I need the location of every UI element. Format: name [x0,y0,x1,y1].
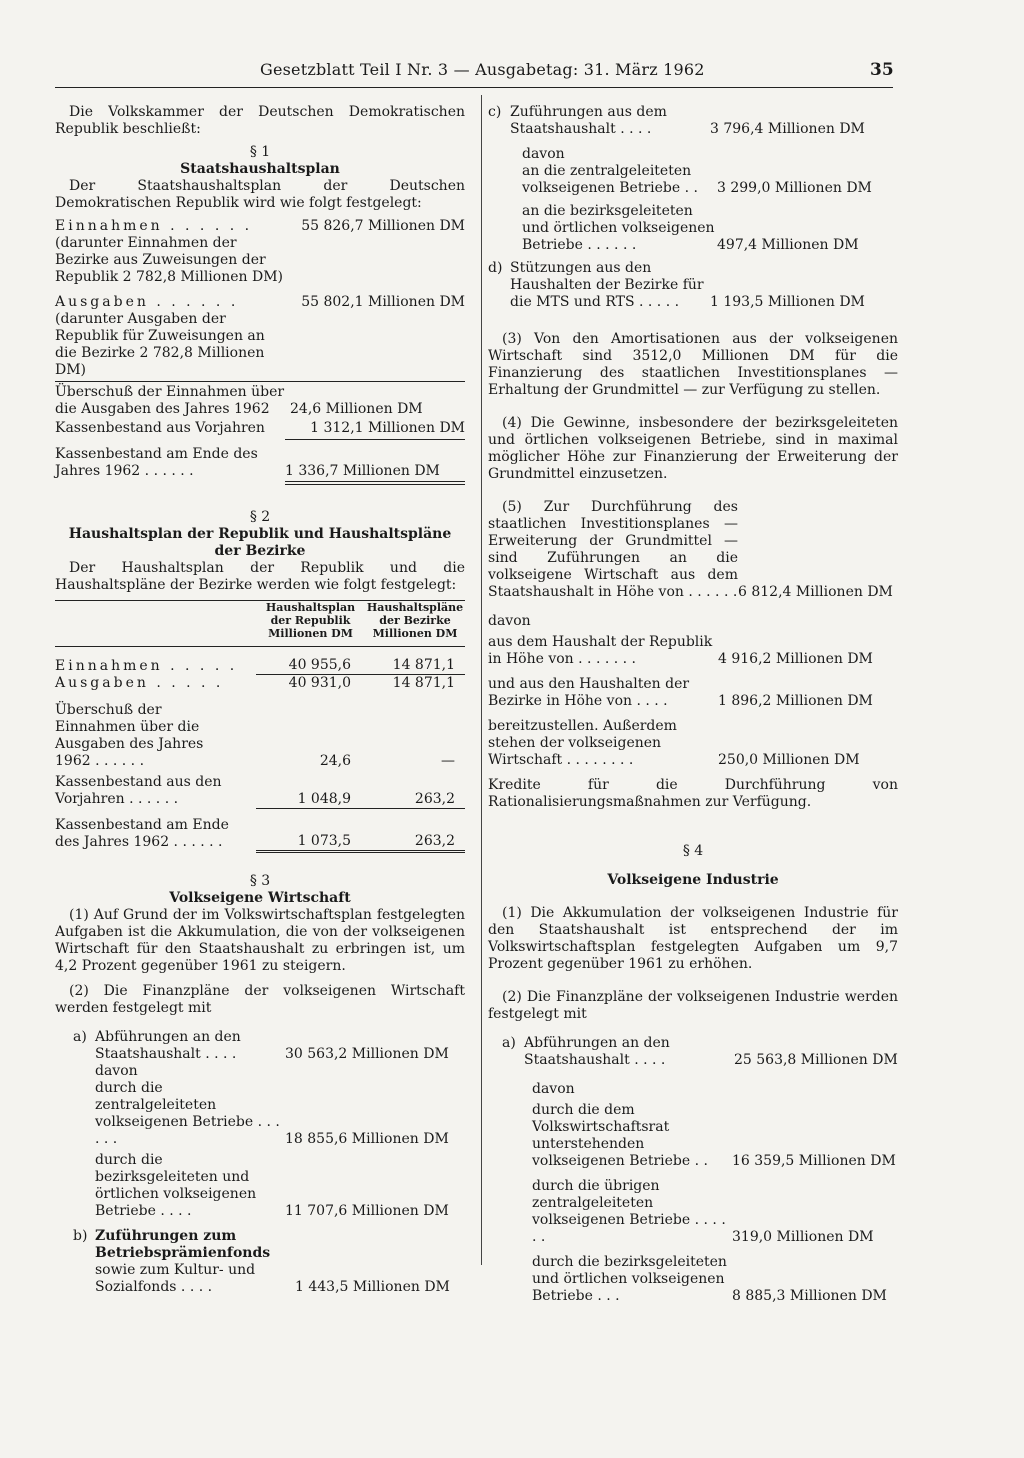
s4-item-a3 [488,1254,898,1305]
s3-item-a-marker: a) [73,1029,87,1045]
s4-item-a3-value: 8 885,3 Millionen DM [732,1288,887,1304]
s4-item-a-value: 25 563,8 Millionen DM [734,1052,898,1068]
s3-item-c1-value: 3 299,0 Millionen DM [717,180,872,196]
s2-row-value-bezirke: 263,2 [414,790,455,807]
s3-item-a [55,1029,465,1063]
s3-p5-end: Kredite für die Durchführung von Rationalisierungsmaßnahmen zur Verfügung. [488,777,898,810]
s1-ausgaben-label: Ausgaben . . . . . . [55,294,239,310]
section-1-title: Staatshaushaltsplan [180,161,340,177]
section-4-title: Volkseigene Industrie [607,872,779,888]
column-divider [481,95,482,1265]
right-column [488,104,898,1305]
s3-paragraph-5-value: 6 812,4 Millionen DM [738,584,893,600]
s2-row-label: Kassenbestand aus den Vorjahren . . . . . . [55,774,222,807]
s1-ausgaben-note: (darunter Ausgaben der Republik für Zuweisungen an die Bezirke 2 782,8 Millionen DM) [55,311,265,378]
s3-p5-republik-label: aus dem Haushalt der Republik in Höhe von . . . . . . . [488,634,713,667]
s3-item-a1-label: durch die zentralgeleiteten volkseigenen Betriebe . . . . . . [95,1080,280,1147]
s2-col-republik-header: Haushaltsplan der Republik Millionen DM [265,601,356,640]
s3-item-a2-value: 11 707,6 Millionen DM [285,1203,449,1219]
s4-item-a2 [488,1178,898,1246]
s3-item-b [55,1228,465,1296]
s3-item-d-value: 1 193,5 Millionen DM [710,294,865,310]
s1-ende-row [55,446,465,480]
s1-vorjahr-row [55,420,465,437]
s3-p5-republik [488,634,898,668]
s1-vorjahr-label: Kassenbestand aus Vorjahren [55,420,265,436]
s3-item-d [488,260,898,311]
s3-paragraph-5 [488,499,898,601]
s3-item-c-label: Zuführungen aus dem Staatshaushalt . . . . [510,104,667,137]
section-3-title: Volkseigene Wirtschaft [169,890,351,906]
s1-ende-value: 1 336,7 Millionen DM [285,463,440,479]
table-row [55,657,465,675]
s4-item-a [488,1035,898,1069]
s4-item-a3-label: durch die bezirksgeleiteten und örtlichen volkseigenen Betriebe . . . [532,1254,727,1304]
s2-row-label: Kassenbestand am Ende des Jahres 1962 . . . . . . [55,816,229,850]
s3-p5-bezirke-value: 1 896,2 Millionen DM [718,693,873,709]
section-3-paragraph-2: (2) Die Finanzpläne der volkseigenen Wirtschaft werden festgelegt mit [55,983,465,1016]
s1-ueberschuss-value: 24,6 Millionen DM [290,401,423,417]
table-row [55,675,465,693]
s4-davon: davon [532,1081,575,1097]
s2-row-value-bezirke: 14 871,1 [392,657,455,673]
s3-item-a2-label: durch die bezirksgeleiteten und örtlichen volkseigenen Betriebe . . . . [95,1152,257,1219]
s1-einnahmen-label: Einnahmen . . . . . . [55,218,253,234]
s2-row-value-bezirke: — [441,753,455,769]
section-3-number: § 3 [249,873,271,889]
left-column [55,104,465,1296]
s3-p5-bezirke-label: und aus den Haushalten der Bezirke in Höhe von . . . . [488,676,690,709]
s3-p5-wirtschaft-value: 250,0 Millionen DM [718,752,860,768]
s3-p5-republik-value: 4 916,2 Millionen DM [718,651,873,667]
s4-item-a1 [488,1102,898,1170]
s1-ueberschuss-label: Überschuß der Einnahmen über die Ausgaben des Jahres 1962 [55,384,285,417]
s3-item-d-marker: d) [488,260,503,276]
s1-ueberschuss-row [55,384,465,418]
section-2-text: Der Haushaltsplan der Republik und die Haushaltspläne der Bezirke werden wie folgt festgelegt: [55,560,465,593]
s3-p5-wirtschaft-label: bereitzustellen. Außerdem stehen der volkseigenen Wirtschaft . . . . . . . . [488,718,677,768]
s2-row-value-republik: 1 048,9 [297,790,351,807]
page-header: Gesetzblatt Teil I Nr. 3 — Ausgabetag: 31. März 1962 [260,60,705,79]
s2-row-value-republik: 40 955,6 [288,657,351,673]
section-2-title: Haushaltsplan der Republik und Haushaltspläne der Bezirke [68,526,452,559]
s2-table [55,601,465,853]
s3-item-d-label: Stützungen aus den Haushalten der Bezirke für die MTS und RTS . . . . . [510,260,704,310]
s3-p5-wirtschaft [488,718,898,769]
s4-item-a-label: Abführungen an den Staatshaushalt . . . . [524,1035,670,1068]
s3-item-a-label: Abführungen an den Staatshaushalt . . . . [95,1029,241,1062]
s1-ausgaben-row [55,294,465,311]
section-3-paragraph-1: (1) Auf Grund der im Volkswirtschaftsplan festgelegten Aufgaben ist die Akkumulation, die von der volkseigenen Wirtschaft für den Staatshaushalt zu erbringen ist, um 4,2 Prozent gegenüber 1961 zu steigern. [55,907,465,974]
s1-einnahmen-row [55,218,465,235]
s3-item-b-marker: b) [73,1228,88,1244]
s2-row-value-republik: 40 931,0 [256,675,365,693]
s3-item-b-label: sowie zum Kultur- und Sozialfonds . . . . [95,1262,256,1295]
s1-ende-label: Kassenbestand am Ende des Jahres 1962 . . . . . . [55,446,258,479]
s4-item-a1-value: 16 359,5 Millionen DM [732,1153,896,1169]
s2-row-value-republik: 24,6 [319,753,351,769]
s2-col-bezirke-header: Haushaltspläne der Bezirke Millionen DM [366,601,464,640]
intro-text: Die Volkskammer der Deutschen Demokratischen Republik beschließt: [55,104,465,137]
s2-row-value-bezirke: 14 871,1 [365,675,465,693]
s3-item-c [488,104,898,138]
s4-item-a-marker: a) [502,1035,516,1051]
section-4-paragraph-1: (1) Die Akkumulation der volkseigenen Industrie für den Staatshaushalt ist entsprechend der im Volkswirtschaftsplan festgelegten Aufgaben um 9,7 Prozent gegenüber 1961 zu erhöhen. [488,905,898,972]
s4-item-a1-label: durch die dem Volkswirtschaftsrat unterstehenden volkseigenen Betriebe . . [532,1102,708,1169]
header-rule [55,87,893,88]
s3-davon: davon [95,1063,138,1079]
s3-item-a2 [55,1152,465,1220]
s3-p5-davon: davon [488,613,531,629]
s4-item-a2-value: 319,0 Millionen DM [732,1229,874,1245]
s2-row-value-republik: 1 073,5 [297,833,351,849]
s2-row-value-bezirke: 263,2 [414,833,455,849]
table-row [55,817,465,851]
s3-item-b-label-bold: Zuführungen zum Betriebsprämienfonds [95,1228,271,1261]
s3-item-c1-label: an die zentralgeleiteten volkseigenen Betriebe . . [522,163,698,196]
table-row [55,770,465,808]
section-2-number: § 2 [249,509,271,525]
s4-item-a2-label: durch die übrigen zentralgeleiteten volkseigenen Betriebe . . . . . . [532,1178,726,1245]
s3-c-davon: davon [522,146,565,162]
s3-paragraph-3: (3) Von den Amortisationen aus der volkseigenen Wirtschaft sind 3512,0 Millionen DM für die Finanzierung des staatlichen Investitionsplanes — Erhaltung der Grundmittel — zur Verfügung zu stellen. [488,331,898,398]
page-number: 35 [870,60,894,80]
s1-einnahmen-note: (darunter Einnahmen der Bezirke aus Zuweisungen der Republik 2 782,8 Millionen DM) [55,235,284,285]
s1-vorjahr-value: 1 312,1 Millionen DM [310,420,465,436]
s3-item-a-value: 30 563,2 Millionen DM [285,1046,449,1062]
s3-p5-bezirke [488,676,898,710]
s2-row-label: Überschuß der Einnahmen über die Ausgaben des Jahres 1962 . . . . . . [55,702,204,769]
s3-paragraph-4: (4) Die Gewinne, insbesondere der bezirksgeleiteten und örtlichen volkseigenen Betriebe, sind in maximal möglicher Höhe zur Finanzierung der Erweiterung der Grundmittel einzusetzen. [488,415,898,482]
table-row [55,702,465,770]
s3-item-c2 [488,203,898,254]
section-4-number: § 4 [682,843,704,859]
s3-item-c2-label: an die bezirksgeleiteten und örtlichen volkseigenen Betriebe . . . . . . [522,203,715,253]
section-1-number: § 1 [249,144,271,160]
s2-table-header [55,601,465,647]
s3-item-a1 [55,1080,465,1148]
s2-row-label: Ausgaben . . . . . [55,675,224,691]
s3-item-c1 [488,163,898,197]
s1-einnahmen-value: 55 826,7 Millionen DM [301,218,465,234]
s3-paragraph-5-label: (5) Zur Durchführung des staatlichen Investitionsplanes — Erweiterung der Grundmittel — sind Zuführungen an die volkseigene Wirtschaft aus dem Staatshaushalt in Höhe von . . . . . . [488,499,738,600]
s2-row-label: Einnahmen . . . . . [55,657,238,674]
s3-item-a1-value: 18 855,6 Millionen DM [285,1131,449,1147]
section-1-text: Der Staatshaushaltsplan der Deutschen Demokratischen Republik wird wie folgt festgelegt: [55,178,465,211]
s3-item-b-value: 1 443,5 Millionen DM [295,1279,450,1295]
s1-ausgaben-value: 55 802,1 Millionen DM [301,294,465,310]
s3-item-c2-value: 497,4 Millionen DM [717,237,859,253]
s3-item-c-value: 3 796,4 Millionen DM [710,121,865,137]
s3-item-c-marker: c) [488,104,502,120]
section-4-paragraph-2: (2) Die Finanzpläne der volkseigenen Industrie werden festgelegt mit [488,989,898,1022]
